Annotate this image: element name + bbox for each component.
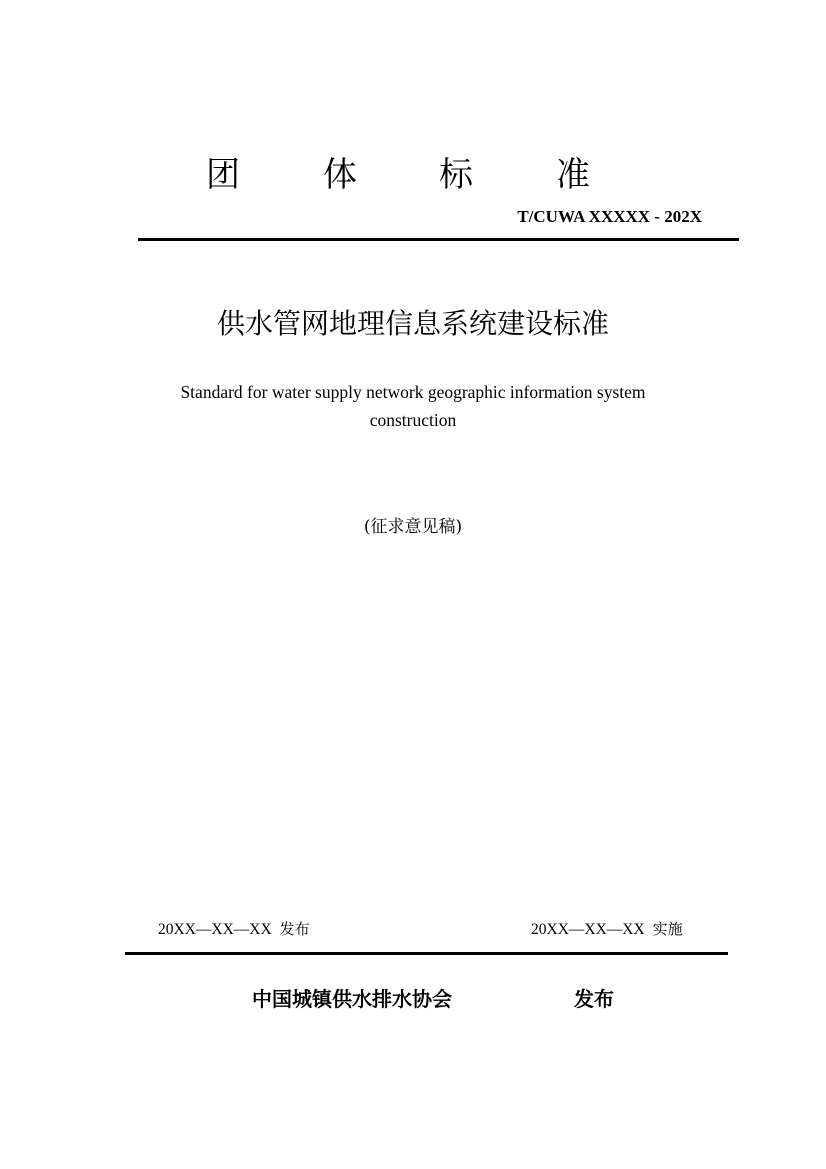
footer-divider — [125, 952, 728, 955]
publishing-organization: 中国城镇供水排水协会 — [252, 987, 452, 1011]
draft-status: (征求意见稿) — [363, 517, 463, 537]
header-divider — [138, 238, 739, 241]
standard-code: T/CUWA XXXXX - 202X — [517, 207, 702, 226]
standard-type-char-2: 体 — [323, 155, 357, 195]
document-title-english-line-2: construction — [369, 410, 457, 430]
publish-date: 20XX—XX—XX — [158, 921, 272, 938]
standard-type-char-4: 准 — [556, 155, 590, 195]
issue-label: 发布 — [574, 987, 614, 1011]
implement-date: 20XX—XX—XX — [531, 921, 645, 938]
standard-type-char-3: 标 — [439, 155, 473, 195]
document-title-english-line-1: Standard for water supply network geographic information system — [180, 382, 646, 402]
standard-type-char-1: 团 — [206, 155, 240, 195]
implement-label: 实施 — [652, 920, 683, 938]
publish-date-line — [158, 917, 310, 942]
publish-label: 发布 — [279, 920, 310, 938]
document-title-chinese: 供水管网地理信息系统建设标准 — [216, 307, 609, 340]
implement-date-line — [531, 917, 683, 942]
